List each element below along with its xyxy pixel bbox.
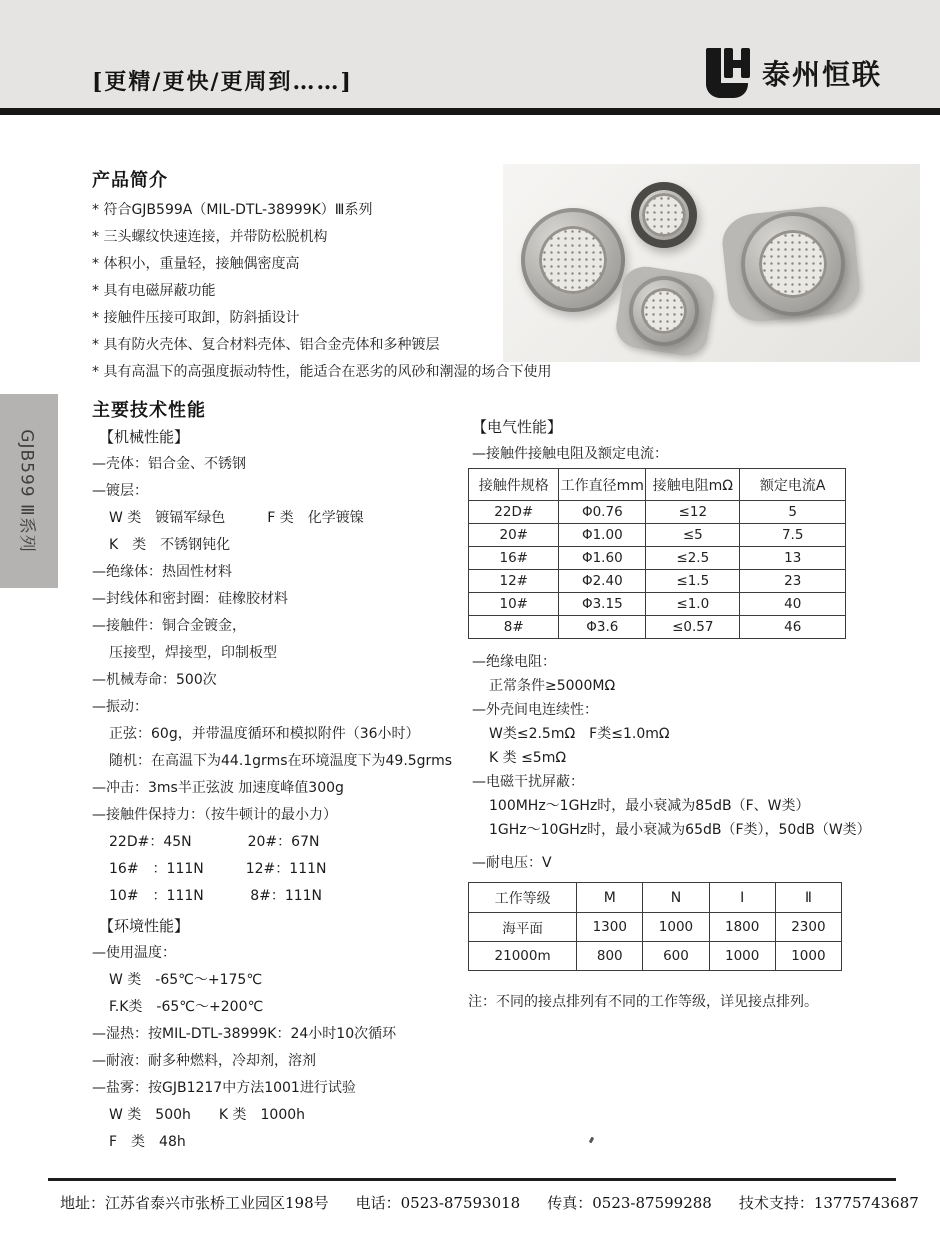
col-header: 接触电阻mΩ bbox=[646, 469, 740, 501]
series-side-tab bbox=[0, 394, 58, 588]
cell: 1000 bbox=[775, 942, 841, 971]
col-header: M bbox=[577, 883, 643, 913]
page-header bbox=[0, 0, 940, 108]
connector-photo-top bbox=[631, 182, 697, 248]
mech-line: 22D#：45N 20#：67N bbox=[109, 834, 320, 850]
mech-line: —振动： bbox=[92, 699, 148, 715]
col-header: 额定电流A bbox=[740, 469, 846, 501]
mech-line: —接触件：铜合金镀金， bbox=[92, 618, 246, 634]
env-line: —使用温度： bbox=[92, 945, 176, 961]
cell: Φ2.40 bbox=[559, 570, 646, 593]
cell: 16# bbox=[469, 547, 559, 570]
col-header: 接触件规格 bbox=[469, 469, 559, 501]
cell: Φ1.60 bbox=[559, 547, 646, 570]
cell: 5 bbox=[740, 501, 846, 524]
product-photo bbox=[503, 164, 920, 362]
cell: 海平面 bbox=[469, 913, 577, 942]
env-line: —耐液：耐多种燃料，冷却剂，溶剂 bbox=[92, 1053, 316, 1069]
environmental-heading: 【环境性能】 bbox=[99, 917, 190, 935]
cell: 12# bbox=[469, 570, 559, 593]
electrical-lines bbox=[472, 650, 932, 842]
intro-bullet: * 体积小，重量轻，接触偶密度高 bbox=[92, 256, 300, 272]
mechanical-section bbox=[92, 424, 472, 910]
intro-bullet: * 符合GJB599A（MIL-DTL-38999K）Ⅲ系列 bbox=[92, 202, 373, 218]
mech-line: 正弦：60g，并带温度循环和模拟附件（36小时） bbox=[109, 726, 420, 742]
mech-line: —绝缘体：热固性材料 bbox=[92, 564, 232, 580]
intro-title: 产品简介 bbox=[92, 170, 168, 191]
cell: ≤1.5 bbox=[646, 570, 740, 593]
mech-line: 随机：在高温下为44.1grms在环境温度下为49.5grms bbox=[109, 753, 452, 769]
voltage-label: —耐电压：V bbox=[472, 855, 552, 871]
table-row bbox=[469, 524, 846, 547]
footer-phone: 电话：0523-87593018 bbox=[355, 1194, 521, 1212]
cell: 600 bbox=[643, 942, 709, 971]
table-row bbox=[469, 570, 846, 593]
mechanical-heading: 【机械性能】 bbox=[99, 428, 190, 446]
elec-line: 100MHz～1GHz时，最小衰减为85dB（F、W类） bbox=[489, 798, 810, 814]
col-header: 工作等级 bbox=[469, 883, 577, 913]
intro-bullet: * 三头螺纹快速连接，并带防松脱机构 bbox=[92, 229, 328, 245]
cell: Φ1.00 bbox=[559, 524, 646, 547]
cell: Φ3.6 bbox=[559, 616, 646, 639]
withstand-voltage-table bbox=[468, 882, 842, 971]
tech-title: 主要技术性能 bbox=[92, 400, 206, 421]
elec-line: —电磁干扰屏蔽： bbox=[472, 774, 584, 790]
mech-line: K 类 不锈钢钝化 bbox=[109, 537, 231, 553]
cell: ≤5 bbox=[646, 524, 740, 547]
col-header: N bbox=[643, 883, 709, 913]
cell: 1000 bbox=[709, 942, 775, 971]
cell: 13 bbox=[740, 547, 846, 570]
env-line: W 类 -65℃～+175℃ bbox=[109, 972, 263, 988]
company-name: 泰州恒联 bbox=[761, 58, 882, 91]
cell: ≤0.57 bbox=[646, 616, 740, 639]
cell: 1000 bbox=[643, 913, 709, 942]
cell: ≤2.5 bbox=[646, 547, 740, 570]
footer-address: 地址：江苏省泰兴市张桥工业园区198号 bbox=[60, 1194, 329, 1212]
elec-line: W类≤2.5mΩ F类≤1.0mΩ bbox=[489, 726, 670, 742]
cell: Φ3.15 bbox=[559, 593, 646, 616]
mech-line: —壳体：铝合金、不锈钢 bbox=[92, 456, 246, 472]
header-divider bbox=[0, 108, 940, 115]
electrical-heading: 【电气性能】 bbox=[472, 418, 563, 436]
voltage-note: 注：不同的接点排列有不同的工作等级，详见接点排列。 bbox=[468, 994, 818, 1010]
table-row bbox=[469, 616, 846, 639]
env-line: —盐雾：按GJB1217中方法1001进行试验 bbox=[92, 1080, 356, 1096]
mech-line: 10# ：111N 8#：111N bbox=[109, 888, 323, 904]
mech-line: —封线体和密封圈：硅橡胶材料 bbox=[92, 591, 288, 607]
company-logo bbox=[706, 48, 882, 98]
elec-line: 1GHz～10GHz时，最小衰减为65dB（F类），50dB（W类） bbox=[489, 822, 871, 838]
intro-bullet: * 接触件压接可取卸，防斜插设计 bbox=[92, 310, 300, 326]
footer-fax: 传真：0523-87599288 bbox=[547, 1194, 712, 1212]
mech-line: —冲击：3ms半正弦波 加速度峰值300g bbox=[92, 780, 344, 796]
cell: 10# bbox=[469, 593, 559, 616]
cell: 40 bbox=[740, 593, 846, 616]
intro-bullet-list bbox=[92, 197, 552, 386]
elec-line: 正常条件≥5000MΩ bbox=[489, 678, 616, 694]
mech-line: —镀层： bbox=[92, 483, 148, 499]
mech-line: —接触件保持力：（按牛顿计的最小力） bbox=[92, 807, 337, 823]
header-slogan: [更精/更快/更周到……] bbox=[92, 69, 353, 95]
mech-line: W 类 镀镉军绿色 F 类 化学镀镍 bbox=[109, 510, 364, 526]
cell: 1800 bbox=[709, 913, 775, 942]
elec-line: —外壳间电连续性： bbox=[472, 702, 598, 718]
cell: ≤12 bbox=[646, 501, 740, 524]
cell: 2300 bbox=[775, 913, 841, 942]
connector-photo-bottom bbox=[629, 276, 699, 346]
cell: 23 bbox=[740, 570, 846, 593]
col-header: Ⅱ bbox=[775, 883, 841, 913]
series-label: GJB599 Ⅲ系列 bbox=[16, 429, 37, 553]
connector-photo-left bbox=[521, 208, 625, 312]
cell: 800 bbox=[577, 942, 643, 971]
env-line: F 类 48h bbox=[109, 1134, 186, 1150]
cell: 46 bbox=[740, 616, 846, 639]
env-line: F.K类 -65℃～+200℃ bbox=[109, 999, 264, 1015]
elec-line: K 类 ≤5mΩ bbox=[489, 750, 567, 766]
elec-line: —绝缘电阻： bbox=[472, 654, 556, 670]
table-row bbox=[469, 501, 846, 524]
footer-support: 技术支持：13775743687 bbox=[738, 1194, 919, 1212]
cell: 1300 bbox=[577, 913, 643, 942]
env-line: W 类 500h K 类 1000h bbox=[109, 1107, 306, 1123]
contact-resistance-table bbox=[468, 468, 846, 639]
electrical-subtitle: —接触件接触电阻及额定电流： bbox=[472, 446, 668, 462]
intro-bullet: * 具有高温下的高强度振动特性，能适合在恶劣的风砂和潮湿的场合下使用 bbox=[92, 364, 552, 380]
cell: 20# bbox=[469, 524, 559, 547]
footer-contact bbox=[60, 1192, 920, 1213]
environmental-section bbox=[92, 913, 472, 1156]
lh-logo-icon bbox=[706, 48, 752, 98]
connector-photo-right bbox=[741, 212, 845, 316]
intro-bullet: * 具有电磁屏蔽功能 bbox=[92, 283, 216, 299]
table-header-row bbox=[469, 883, 842, 913]
env-line: —湿热：按MIL-DTL-38999K：24小时10次循环 bbox=[92, 1026, 397, 1042]
col-header: I bbox=[709, 883, 775, 913]
mech-line: —机械寿命：500次 bbox=[92, 672, 217, 688]
mech-line: 压接型，焊接型，印制板型 bbox=[109, 645, 277, 661]
table-row bbox=[469, 547, 846, 570]
table-row bbox=[469, 942, 842, 971]
intro-bullet: * 具有防火壳体、复合材料壳体、铝合金壳体和多种镀层 bbox=[92, 337, 440, 353]
table-row bbox=[469, 593, 846, 616]
footer-divider bbox=[48, 1178, 896, 1181]
table-row bbox=[469, 913, 842, 942]
cell: Φ0.76 bbox=[559, 501, 646, 524]
mech-line: 16# ：111N 12#：111N bbox=[109, 861, 327, 877]
cell: 7.5 bbox=[740, 524, 846, 547]
table-header-row bbox=[469, 469, 846, 501]
cell: 22D# bbox=[469, 501, 559, 524]
cell: 8# bbox=[469, 616, 559, 639]
cell: 21000m bbox=[469, 942, 577, 971]
scan-speck bbox=[589, 1137, 594, 1144]
cell: ≤1.0 bbox=[646, 593, 740, 616]
col-header: 工作直径mm bbox=[559, 469, 646, 501]
